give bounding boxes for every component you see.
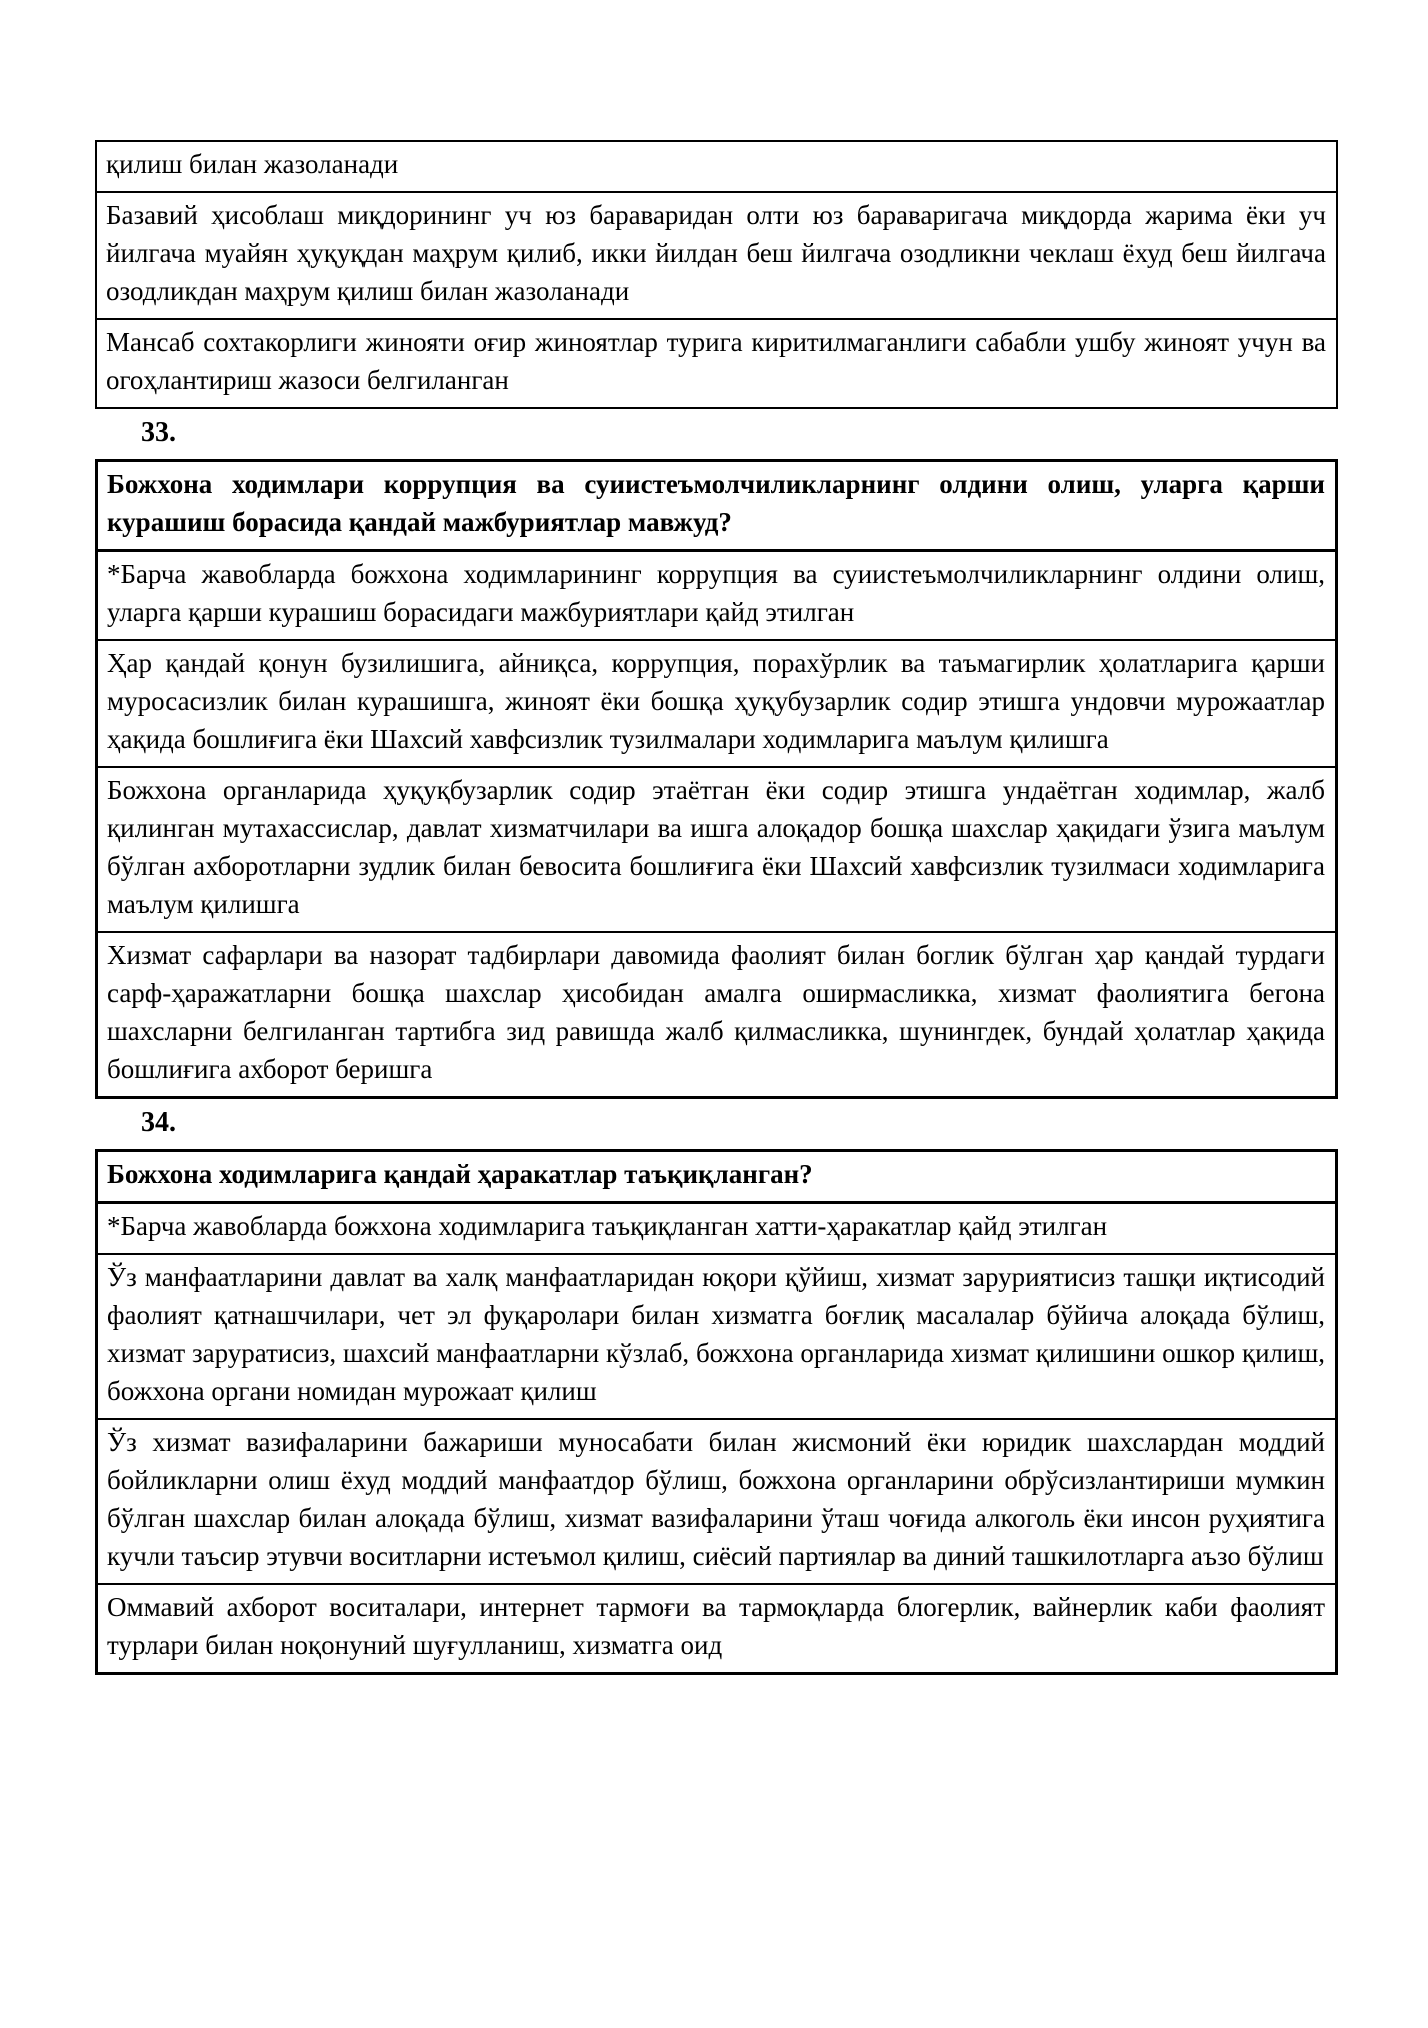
question-table (95, 1149, 1338, 1675)
answer-row: Божхона органларида ҳуқуқбузарлик содир этаётган ёки содир этишга ундаётган ходимлар, жалб қилинган мутахассислар, давлат хизматчилари ва ишга алоқадор бошқа шахслар ҳақидаги ўзига маълум бўлган ахборотларни зудлик билан бевосита бошлиғига ёки Шахсий хавфсизлик тузилмаси ходимларига маълум қилишга (98, 768, 1335, 933)
answer-row: Хизмат сафарлари ва назорат тадбирлари давомида фаолият билан боглик бўлган ҳар қандай турдаги сарф-ҳаражатларни бошқа шахслар ҳисобидан амалга оширмасликка, хизмат фаолиятига бегона шахсларни белгиланган тартибга зид равишда жалб қилмасликка, шунингдек, бундай ҳолатлар ҳақида бошлиғига ахборот беришга (107, 940, 1325, 1084)
answer-row: Оммавий ахборот воситалари, интернет тармоғи ва тармоқларда блогерлик, вайнерлик каби фаолият турлари билан ноқонуний шуғулланиш, хизматга оид (107, 1592, 1325, 1660)
question-table (95, 140, 1338, 409)
answer-row: Базавий ҳисоблаш миқдорининг уч юз бараваридан олти юз бараваригача миқдорда жарима ёки уч йилгача муайян ҳуқуқдан маҳрум қилиб, икки йилдан беш йилгача озодликни чеклаш ёхуд беш йилгача озодликдан маҳрум қилиш билан жазоланади (97, 193, 1336, 320)
answer-row: Ўз хизмат вазифаларини бажариши муносабати билан жисмоний ёки юридик шахслардан моддий бойликларни олиш ёхуд моддий манфаатдор бўлиш, божхона органларини обрўсизлантириши мумкин бўлган шахслар билан алоқада бўлиш, хизмат вазифаларини ўташ чоғида алкоголь ёки инсон руҳиятига кучли таъсир этувчи воситларни истеъмол қилиш, сиёсий партиялар ва диний ташкилотларга аъзо бўлиш (98, 1420, 1335, 1585)
answer-row: қилиш билан жазоланади (97, 142, 1336, 193)
document-content (95, 140, 1338, 1675)
question-header-row: Божхона ходимларига қандай ҳаракатлар таъқиқланган? (98, 1152, 1335, 1204)
answer-row: Мансаб сохтакорлиги жинояти оғир жиноятлар турига киритилмаганлиги сабабли ушбу жиноят учун ва огоҳлантириш жазоси белгиланган (106, 327, 1326, 395)
answer-row: *Барча жавобларда божхона ходимларининг коррупция ва суиистеъмолчиликларнинг олдини олиш, уларга қарши курашиш борасидаги мажбуриятлари қайд этилган (98, 552, 1335, 641)
answer-row: *Барча жавобларда божхона ходимларига таъқиқланган хатти-ҳаракатлар қайд этилган (98, 1204, 1335, 1255)
question-table (95, 459, 1338, 1099)
question-header-row: Божхона ходимлари коррупция ва суиистеъмолчиликларнинг олдини олиш, уларга қарши курашиш борасида қандай мажбуриятлар мавжуд? (98, 462, 1335, 552)
section-number: 33. (141, 417, 176, 448)
section-number: 34. (141, 1107, 176, 1138)
answer-row: Ҳар қандай қонун бузилишига, айниқса, коррупция, порахўрлик ва таъмагирлик ҳолатларига қарши муросасизлик билан курашишга, жиноят ёки бошқа ҳуқубузарлик содир этишга ундовчи мурожаатлар ҳақида бошлиғига ёки Шахсий хавфсизлик тузилмалари ходимларига маълум қилишга (98, 641, 1335, 768)
answer-row: Ўз манфаатларини давлат ва халқ манфаатларидан юқори қўйиш, хизмат заруриятисиз ташқи иқтисодий фаолият қатнашчилари, чет эл фуқаролари билан хизматга боғлиқ масалалар бўйича алоқада бўлиш, хизмат заруратисиз, шахсий манфаатларни кўзлаб, божхона органларида хизмат қилишини ошкор қилиш, божхона органи номидан мурожаат қилиш (98, 1255, 1335, 1420)
